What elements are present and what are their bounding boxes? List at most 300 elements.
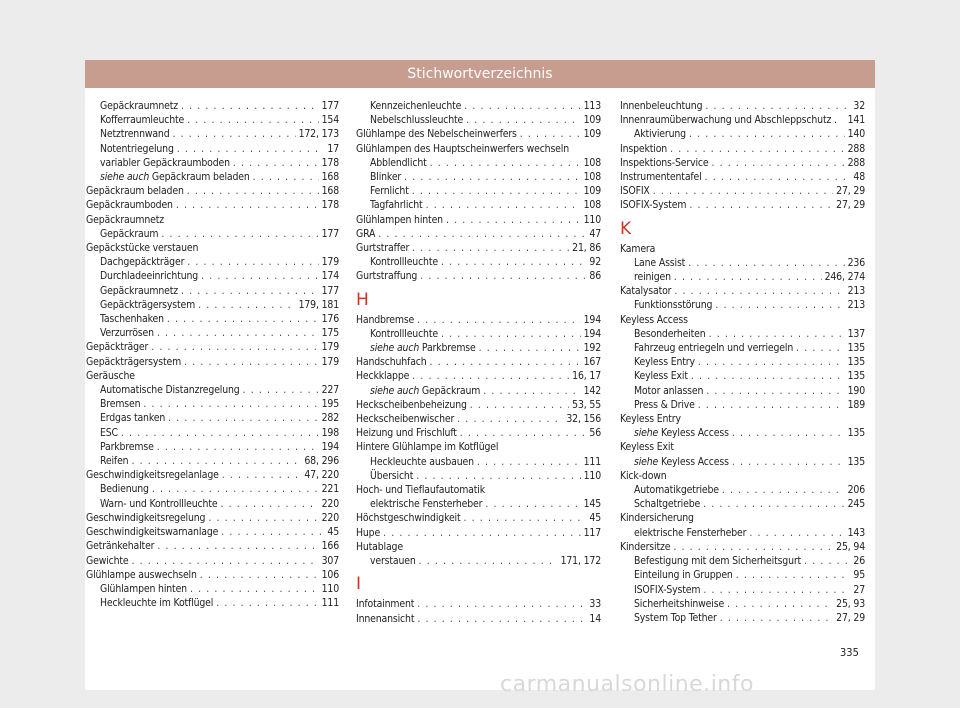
- index-term-text: Gewichte: [86, 554, 129, 567]
- index-page-ref[interactable]: 27: [853, 583, 865, 596]
- index-term-text: Parkbremse: [100, 440, 154, 453]
- dot-leader: [222, 468, 302, 482]
- index-term-text: Geschwindigkeitsregelung: [86, 511, 206, 524]
- index-page-ref[interactable]: 16, 17: [572, 370, 601, 383]
- dot-leader: [466, 113, 580, 127]
- index-term: [634, 583, 700, 597]
- index-page-ref[interactable]: 32: [853, 100, 865, 112]
- dot-leader: [703, 497, 844, 511]
- index-page-ref[interactable]: 92: [589, 256, 601, 269]
- index-subentry: [620, 369, 865, 383]
- index-term-text: Kontrollleuchte: [370, 327, 438, 340]
- index-term-text: Infotainment: [356, 598, 415, 611]
- index-term: [100, 113, 184, 127]
- index-page-ref[interactable]: 171, 172: [560, 555, 601, 568]
- dot-leader: [177, 142, 325, 156]
- index-page-ref[interactable]: 141: [847, 114, 865, 127]
- index-term-text: Gurtstraffung: [356, 270, 418, 283]
- index-column-2: [356, 99, 601, 626]
- index-page-ref[interactable]: 178: [321, 156, 339, 169]
- index-page-ref[interactable]: 178: [321, 199, 339, 212]
- index-entry: [86, 198, 339, 212]
- dot-leader: [176, 198, 319, 212]
- index-page-ref[interactable]: 206: [847, 484, 865, 497]
- index-entry: [620, 440, 865, 454]
- index-term-text: elektrische Fensterheber: [370, 498, 483, 511]
- index-term-text: Fernlicht: [370, 185, 409, 198]
- index-term: [620, 284, 671, 298]
- see-also-prefix: siehe: [634, 427, 659, 440]
- dot-leader: [233, 156, 319, 170]
- index-page-ref[interactable]: 166: [321, 540, 339, 553]
- index-term-text: Erdgas tanken: [100, 412, 166, 425]
- index-term: [620, 184, 650, 198]
- page-title: Stichwortverzeichnis: [407, 66, 553, 82]
- index-term: [370, 497, 482, 511]
- index-term-text: Glühlampen des Hauptscheinwerfers wechseln: [356, 142, 570, 155]
- index-term-text: Heizung und Frischluft: [356, 427, 457, 440]
- index-page-ref[interactable]: 245: [847, 498, 865, 511]
- index-term: [634, 127, 686, 141]
- index-term: [100, 397, 140, 411]
- index-term-text: Automatische Distanzregelung: [100, 384, 240, 397]
- index-term: [356, 483, 485, 497]
- index-term-text: Getränkehalter: [86, 540, 155, 553]
- dot-leader: [417, 313, 580, 327]
- index-subentry: [86, 454, 339, 468]
- index-page-ref[interactable]: 68, 296: [304, 455, 339, 468]
- index-term-text: Gepäckstücke verstauen: [86, 242, 199, 255]
- index-term-text: Gepäckraum beladen: [151, 171, 250, 184]
- index-term-text: Parkbremse: [421, 342, 476, 355]
- dot-leader: [796, 341, 844, 355]
- index-page-ref[interactable]: 288: [847, 142, 865, 155]
- index-subentry: [86, 596, 339, 610]
- index-page-ref[interactable]: 195: [321, 398, 339, 411]
- index-page-ref[interactable]: 179, 181: [298, 298, 339, 311]
- index-term: [86, 511, 205, 525]
- index-term: [370, 198, 423, 212]
- index-term-text: Warn- und Kontrollleuchte: [100, 497, 218, 510]
- index-term-text: Gepäckträgersystem: [100, 298, 196, 311]
- index-subentry: [86, 312, 339, 326]
- index-page-ref[interactable]: 56: [589, 427, 601, 440]
- index-term: [634, 398, 695, 412]
- index-page-ref[interactable]: 117: [583, 526, 601, 539]
- index-term-text: Taschenhaken: [100, 313, 164, 326]
- index-entry: [356, 511, 601, 525]
- index-subentry: [620, 583, 865, 597]
- dot-leader: [688, 256, 844, 270]
- index-term: [634, 384, 703, 398]
- index-subentry: [620, 398, 865, 412]
- index-page-ref[interactable]: 142: [583, 384, 601, 397]
- index-subentry: [356, 497, 601, 511]
- index-term-text: System Top Tether: [634, 611, 717, 624]
- index-term-text: Gepäckraumnetz: [86, 213, 164, 226]
- dot-leader: [132, 554, 319, 568]
- index-term: [86, 213, 164, 227]
- dot-leader: [220, 497, 318, 511]
- index-term: [620, 511, 694, 525]
- index-page-ref[interactable]: 220: [321, 497, 339, 510]
- index-term: [86, 198, 173, 212]
- index-entry: [356, 227, 601, 241]
- index-term-text: verstauen: [370, 555, 416, 568]
- dot-leader: [412, 369, 569, 383]
- index-entry: [620, 170, 865, 184]
- index-entry: [356, 313, 601, 327]
- index-term-text: reinigen: [634, 271, 671, 284]
- index-term-text: Befestigung mit dem Sicherheitsgurt: [634, 555, 802, 568]
- see-also-prefix: siehe auch: [370, 342, 420, 355]
- index-term-text: ISOFIX: [620, 185, 650, 198]
- index-page-ref[interactable]: 168: [321, 171, 339, 184]
- index-entry: [86, 369, 339, 383]
- dot-leader: [404, 170, 580, 184]
- dot-leader: [143, 397, 318, 411]
- index-term-text: Handschuhfach: [356, 356, 427, 369]
- index-page-ref[interactable]: 45: [589, 512, 601, 525]
- index-term-text: Geräusche: [86, 369, 135, 382]
- index-subentry: [86, 284, 339, 298]
- index-term-text: Hoch- und Tieflaufautomatik: [356, 484, 485, 497]
- index-term: [100, 127, 169, 141]
- index-page-ref[interactable]: 177: [321, 100, 339, 112]
- index-page-ref[interactable]: 106: [321, 568, 339, 581]
- index-subentry: [620, 597, 865, 611]
- index-term-text: Übersicht: [370, 469, 414, 482]
- dot-leader: [441, 327, 581, 341]
- index-term: [620, 440, 674, 454]
- index-page-ref[interactable]: 307: [321, 554, 339, 567]
- dot-leader: [722, 483, 845, 497]
- index-term: [100, 497, 217, 511]
- index-page-ref[interactable]: 27, 29: [836, 611, 865, 624]
- index-term: [356, 426, 457, 440]
- index-page-ref[interactable]: 135: [847, 427, 865, 440]
- index-page-ref[interactable]: 189: [847, 398, 865, 411]
- index-page-ref[interactable]: 135: [847, 342, 865, 355]
- index-subentry: [86, 411, 339, 425]
- index-page-ref[interactable]: 154: [321, 114, 339, 127]
- see-also-prefix: siehe auch: [100, 171, 150, 184]
- index-term: [86, 340, 148, 354]
- index-page-ref[interactable]: 33: [589, 598, 601, 611]
- index-entry: [86, 554, 339, 568]
- index-page-ref[interactable]: 113: [583, 100, 601, 112]
- index-page-ref[interactable]: 14: [589, 612, 601, 625]
- index-term-text: Notentriegelung: [100, 142, 174, 155]
- index-page-ref[interactable]: 213: [847, 285, 865, 298]
- index-term: [100, 99, 178, 113]
- index-subentry: [620, 611, 865, 625]
- index-term-text: Heckleuchte ausbauen: [370, 455, 474, 468]
- dot-leader: [749, 526, 844, 540]
- index-term: [100, 482, 149, 496]
- index-page-ref[interactable]: 246, 274: [824, 271, 865, 284]
- index-term-text: Keyless Exit: [620, 441, 674, 454]
- index-term-text: Heckklappe: [356, 370, 410, 383]
- index-page-ref[interactable]: 227: [321, 384, 339, 397]
- index-page-ref[interactable]: 111: [321, 597, 339, 610]
- index-page-ref[interactable]: 143: [847, 526, 865, 539]
- index-page-ref[interactable]: 108: [583, 156, 601, 169]
- index-term: [356, 412, 454, 426]
- index-page-ref[interactable]: 32, 156: [566, 413, 601, 426]
- index-term: [634, 497, 700, 511]
- index-term-text: Heckscheibenbeheizung: [356, 398, 467, 411]
- index-page-ref[interactable]: 177: [321, 284, 339, 297]
- dot-leader: [689, 198, 833, 212]
- index-page-ref[interactable]: 86: [589, 270, 601, 283]
- index-term-text: Heckscheibenwischer: [356, 413, 455, 426]
- index-term-text: Heckleuchte im Kotflügel: [100, 597, 214, 610]
- dot-leader: [420, 269, 586, 283]
- index-term: [86, 525, 218, 539]
- index-term: [620, 198, 686, 212]
- dot-leader: [653, 184, 833, 198]
- dot-leader: [181, 99, 319, 113]
- index-page-ref[interactable]: 26: [853, 555, 865, 568]
- dot-leader: [698, 355, 845, 369]
- dot-leader: [417, 612, 586, 626]
- index-page-ref[interactable]: 194: [583, 313, 601, 326]
- index-term-text: Besonderheiten: [634, 327, 706, 340]
- index-term-text: Verzurrösen: [100, 327, 154, 340]
- index-page-ref[interactable]: 109: [583, 114, 601, 127]
- index-entry: [86, 525, 339, 539]
- index-term: [356, 313, 414, 327]
- index-term: [634, 369, 688, 383]
- index-subentry: [620, 483, 865, 497]
- index-term-text: Glühlampe auswechseln: [86, 568, 197, 581]
- dot-leader: [715, 298, 844, 312]
- index-page-ref[interactable]: 176: [321, 313, 339, 326]
- index-subentry: [356, 554, 601, 568]
- index-term-text: Hintere Glühlampe im Kotflügel: [356, 441, 499, 454]
- index-subentry: [86, 269, 339, 283]
- index-page-ref[interactable]: 47: [589, 227, 601, 240]
- index-term-text: Blinker: [370, 171, 402, 184]
- dot-leader: [201, 269, 319, 283]
- index-entry: [356, 142, 601, 156]
- index-entry: [356, 241, 601, 255]
- index-term: [370, 469, 413, 483]
- index-page-ref[interactable]: 25, 94: [836, 540, 865, 553]
- index-subentry: [356, 113, 601, 127]
- index-page-ref[interactable]: 47, 220: [304, 469, 339, 482]
- index-entry: [86, 511, 339, 525]
- index-term-text: Gepäckraum: [421, 384, 481, 397]
- dot-leader: [691, 369, 845, 383]
- index-term-text: Netztrennwand: [100, 128, 170, 141]
- dot-leader: [187, 184, 319, 198]
- index-page-ref[interactable]: 111: [583, 455, 601, 468]
- index-term: [634, 270, 671, 284]
- index-term-text: Gepäckraum: [100, 227, 159, 240]
- index-column-1: [86, 99, 339, 610]
- dot-leader: [709, 327, 845, 341]
- index-term-text: Geschwindigkeitswarnanlage: [86, 526, 219, 539]
- index-term: [620, 113, 837, 127]
- index-term-text: Gepäckträgersystem: [86, 355, 182, 368]
- index-page-ref[interactable]: 108: [583, 199, 601, 212]
- dot-leader: [804, 554, 850, 568]
- index-term-text: Lane Assist: [634, 256, 686, 269]
- dot-leader: [208, 511, 318, 525]
- dot-leader: [161, 227, 318, 241]
- dot-leader: [200, 568, 319, 582]
- index-term: [86, 468, 219, 482]
- index-page-ref[interactable]: 140: [847, 128, 865, 141]
- index-term: [356, 213, 443, 227]
- index-term-text: Fahrzeug entriegeln und verriegeln: [634, 342, 794, 355]
- index-page-ref[interactable]: 213: [847, 299, 865, 312]
- dot-leader: [221, 525, 324, 539]
- dot-leader: [151, 340, 318, 354]
- index-page-ref[interactable]: 135: [847, 356, 865, 369]
- dot-leader: [674, 270, 822, 284]
- index-term-text: Dachgepäckträger: [100, 256, 185, 269]
- index-page-ref[interactable]: 194: [583, 327, 601, 340]
- index-term: [100, 582, 187, 596]
- index-page-ref[interactable]: 145: [583, 498, 601, 511]
- dot-leader: [727, 597, 833, 611]
- index-term-text: ESC: [100, 426, 118, 439]
- dot-leader: [705, 99, 850, 113]
- index-term: [100, 255, 184, 269]
- index-page-ref[interactable]: 110: [583, 469, 601, 482]
- index-term: [356, 597, 414, 611]
- index-term: [86, 355, 181, 369]
- index-page-ref[interactable]: 198: [321, 426, 339, 439]
- index-term-text: Press & Drive: [634, 398, 695, 411]
- index-page-ref[interactable]: 167: [583, 356, 601, 369]
- index-term: [634, 355, 695, 369]
- index-page-ref[interactable]: 174: [321, 270, 339, 283]
- index-page-ref[interactable]: 109: [583, 185, 601, 198]
- index-page-ref[interactable]: 282: [321, 412, 339, 425]
- index-page-ref[interactable]: 221: [321, 483, 339, 496]
- dot-leader: [689, 127, 845, 141]
- index-term-text: Keyless Access: [660, 427, 729, 440]
- index-entry: [620, 198, 865, 212]
- index-term-text: Hupe: [356, 526, 381, 539]
- index-term-text: Gepäckträger: [86, 341, 149, 354]
- index-page-ref[interactable]: 17: [327, 142, 339, 155]
- index-entry: [86, 568, 339, 582]
- page-header: [85, 60, 875, 88]
- index-term: [86, 568, 197, 582]
- index-term: [634, 426, 729, 440]
- index-page-ref[interactable]: 137: [847, 327, 865, 340]
- index-page-ref[interactable]: 53, 55: [572, 398, 601, 411]
- index-page-ref[interactable]: 109: [583, 128, 601, 141]
- dot-leader: [167, 312, 319, 326]
- index-entry: [86, 355, 339, 369]
- index-term: [100, 227, 158, 241]
- dot-leader: [419, 554, 558, 568]
- index-subentry: [356, 455, 601, 469]
- index-page-ref[interactable]: 177: [321, 227, 339, 240]
- index-page-ref[interactable]: 220: [321, 511, 339, 524]
- index-subentry: [356, 341, 601, 355]
- dot-leader: [477, 455, 581, 469]
- dot-leader: [168, 411, 319, 425]
- index-page-ref[interactable]: 168: [321, 185, 339, 198]
- index-term: [356, 369, 409, 383]
- index-term-text: Glühlampen hinten: [356, 213, 443, 226]
- index-page-ref[interactable]: 179: [321, 256, 339, 269]
- index-letter: H: [356, 289, 369, 310]
- index-page-ref[interactable]: 288: [847, 156, 865, 169]
- index-page-ref[interactable]: 21, 86: [572, 242, 601, 255]
- dot-leader: [187, 113, 318, 127]
- index-page-ref[interactable]: 172, 173: [298, 128, 339, 141]
- index-page-ref[interactable]: 135: [847, 370, 865, 383]
- index-page-ref[interactable]: 95: [853, 569, 865, 582]
- dot-leader: [479, 341, 581, 355]
- index-term-text: Abblendlicht: [370, 156, 427, 169]
- index-page-ref[interactable]: 48: [853, 171, 865, 184]
- dot-leader: [157, 539, 318, 553]
- index-subentry: [86, 383, 339, 397]
- index-entry: [620, 242, 865, 256]
- index-page-ref[interactable]: 236: [847, 256, 865, 269]
- index-page-ref[interactable]: 190: [847, 384, 865, 397]
- index-entry: [620, 313, 865, 327]
- index-page-ref[interactable]: 25, 93: [836, 597, 865, 610]
- index-term: [356, 227, 375, 241]
- index-subentry: [620, 455, 865, 469]
- index-page-ref[interactable]: 194: [321, 440, 339, 453]
- index-term: [634, 526, 746, 540]
- index-term: [100, 596, 213, 610]
- index-page-ref[interactable]: 110: [321, 582, 339, 595]
- index-entry: [86, 539, 339, 553]
- index-page-ref[interactable]: 27, 29: [836, 199, 865, 212]
- index-term-text: Kick-down: [620, 469, 667, 482]
- dot-leader: [416, 469, 580, 483]
- index-term: [356, 540, 403, 554]
- index-entry: [356, 398, 601, 412]
- dot-leader: [460, 426, 587, 440]
- index-page-ref[interactable]: 175: [321, 327, 339, 340]
- index-page-ref[interactable]: 45: [327, 526, 339, 539]
- index-letter: K: [620, 218, 631, 239]
- index-entry: [86, 213, 339, 227]
- index-subentry: [356, 469, 601, 483]
- index-page-ref[interactable]: 108: [583, 171, 601, 184]
- dot-leader: [483, 384, 580, 398]
- index-term: [356, 440, 498, 454]
- dot-leader: [441, 255, 586, 269]
- index-page-ref[interactable]: 135: [847, 455, 865, 468]
- index-term-text: Katalysator: [620, 285, 672, 298]
- index-page-ref[interactable]: 192: [583, 342, 601, 355]
- dot-leader: [131, 454, 301, 468]
- index-term: [356, 612, 414, 626]
- index-page-ref[interactable]: 27, 29: [836, 185, 865, 198]
- index-page-ref[interactable]: 179: [321, 341, 339, 354]
- index-term: [370, 341, 476, 355]
- index-term: [620, 412, 681, 426]
- index-subentry: [620, 298, 865, 312]
- index-page-ref[interactable]: 179: [321, 355, 339, 368]
- index-subentry: [86, 227, 339, 241]
- index-page-ref[interactable]: 110: [583, 213, 601, 226]
